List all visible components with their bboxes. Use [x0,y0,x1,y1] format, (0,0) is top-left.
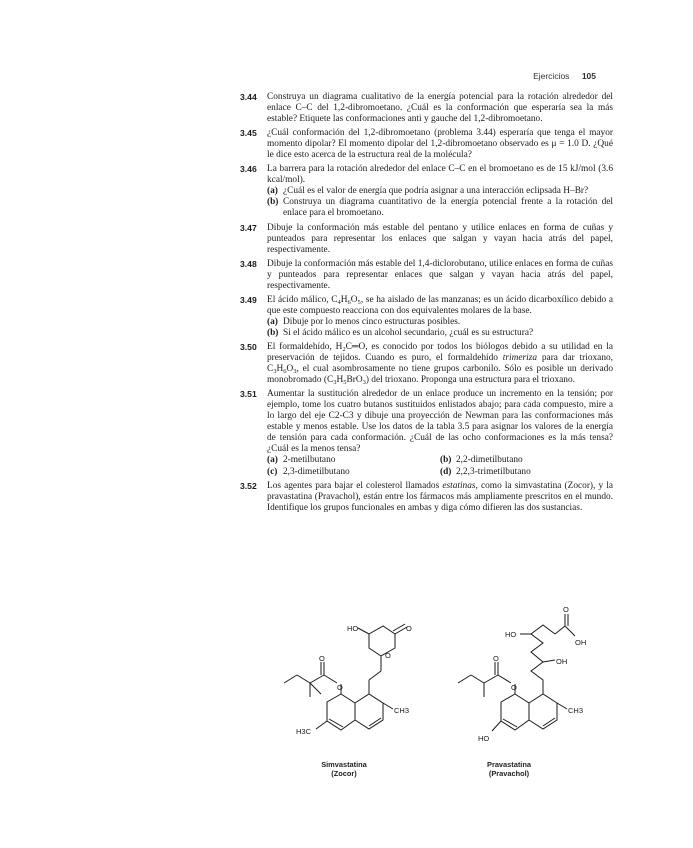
subscript: 3 [293,368,297,376]
bond-path [355,694,383,729]
subpart-text: 2-metilbutano [283,455,336,466]
formula-h: H [340,294,348,305]
bond [310,683,321,694]
bond-oh [565,626,575,636]
subpart-label: (b) [267,327,279,338]
text-part: El formaldehído, H [267,341,343,352]
atom-label: HO [478,734,490,743]
subpart-a [267,186,613,197]
bond-ester [324,675,337,683]
text-part: H [276,364,284,375]
subpart-text: 2,2-dimetilbutano [456,455,523,466]
subpart-text: Dibuje por lo menos cinco estructuras posibles. [283,316,461,327]
subscript: 3 [273,368,277,376]
subpart-b [440,455,613,466]
text-part: BrO [346,375,363,386]
bond [458,675,471,683]
bond [471,675,484,683]
problem-number: 3.44 [240,92,257,102]
problem-number: 3.50 [240,341,257,352]
bond-chain [369,671,381,680]
atom-label: HO [347,624,359,633]
problem-list [240,92,613,517]
problem-text: Construya un diagrama cualitativo de la energía potencial para la rotación alrededor del enlace C–C del 1,2-dibromoetano. ¿Cuál es la conformación que esperaría sea la más estable? Etiquete las conformaciones anti y gauche del 1,2-dibromoetano. [267,92,613,125]
problem-text: ¿Cuál conformación del 1,2-dibromoetano (problema 3.44) esperaría que tenga el mayor momento dipolar? El momento dipolar del 1,2-dibromoetano observado es μ = 1.0 D. ¿Qué le dice esto acerca de la estructura real de la molécula? [267,128,613,161]
italic-term: estatinas [442,480,476,491]
atom-label: O [563,605,569,614]
text-part: para dar trioxano, C [267,353,613,375]
simvastatin-structure [284,624,410,730]
pravastatin-structure [458,614,575,731]
problem-number: 3.47 [240,222,257,233]
atom-label: CH3 [394,706,410,715]
atom-label: OH [575,638,587,647]
atom-label: O [406,624,412,633]
problem-3-48 [240,259,613,292]
text-part: ) del trioxano. Proponga una estructura para el trioxano. [365,375,575,386]
subscript: 3 [333,379,337,387]
problem-3-50 [240,342,613,386]
section-title: Ejercicios [533,71,570,81]
bond-ester [498,675,511,683]
double-bond [329,719,343,727]
text-part: , como la simvastatina (Zocor), y la pravastatina (Pravachol), están entre los fármacos más ampliamente prescritos en el mundo. Identifique los grupos funcionales en ambas y diga cómo difieren las dos sustancias. [267,480,613,513]
problem-3-45 [240,128,613,161]
subpart-d [440,467,613,478]
atom-label: O [385,651,391,660]
subpart-c [267,467,440,478]
problem-text-start: El ácido málico, C [267,294,338,305]
caption-simvastatin [313,760,375,778]
problem-3-51 [240,389,613,477]
problem-text-end: , se ha aislado de las manzanas; es un ácido dicarboxílico debido a que este compuesto reacciona con dos equivalentes molares de la base. [267,294,613,316]
bond [484,675,498,683]
subscript: 5 [357,298,361,306]
atom-label: H3C [296,727,312,736]
subpart-text: Si el ácido málico es un alcohol secundario, ¿cuál es su estructura? [283,327,534,338]
problem-3-52 [240,481,613,514]
problem-3-47 [240,223,613,256]
subscript: 6 [283,368,287,376]
problem-3-46 [240,164,613,219]
subpart-label: (b) [440,455,452,466]
bond-ch3 [557,703,567,709]
subscript: 6 [347,298,351,306]
problem-number: 3.49 [240,294,257,305]
problem-3-49 [240,295,613,339]
compound-name: Simvastatina [321,760,367,769]
bond [555,626,565,634]
problem-3-44 [240,92,613,125]
problem-text: Aumentar la sustitución alrededor de un enlace produce un incremento en la tensión; por ejemplo, tome los cuatro butanos sustituidos enlistados abajo; para cada compuesto, mire a lo largo del eje C2-C3 y dibuje una proyección de Newman para las conformaciones más estable y menos estable. Use los datos de la tabla 3.5 para asignar los valores de la energía de tensión para cada conformación. ¿Cuál de las ocho conformaciones es la más tensa? ¿Cuál es la menos tensa? [267,389,613,455]
text-part: , el cual asombrosamente no tiene grupos carbonilo. Sólo es posible un derivado monobromado (C [267,364,613,386]
bond-oh [543,660,555,662]
bond-methyl [316,721,327,729]
subscript: 2 [342,345,346,353]
compound-name: Pravastatina [487,760,531,769]
problem-text: La barrera para la rotación alrededor del enlace C–C en el bromoetano es de 15 kJ/mol (3.6 kcal/mol). [267,164,613,186]
subpart-text: 2,3-dimetilbutano [283,466,350,477]
caption-pravastatin [478,760,540,778]
bond-path [529,694,557,729]
side-chain [531,625,555,694]
subscript: 5 [343,379,347,387]
atom-label: O [319,654,325,663]
subscript: 3 [362,379,366,387]
formula-o: O [350,294,358,305]
atom-label: OH [556,657,568,666]
subpart-text: 2,2,3-trimetilbutano [456,466,531,477]
brand-name: (Pravachol) [488,769,530,778]
subpart-b [267,197,613,219]
problem-number: 3.45 [240,128,257,139]
subparts-row-1 [267,455,613,466]
subpart-label: (d) [440,466,452,477]
problem-number: 3.46 [240,164,257,175]
subscript: 4 [337,298,341,306]
subpart-a [267,317,613,328]
page-number: 105 [581,71,596,81]
atom-label: O [493,654,499,663]
problem-text: Dibuje la conformación más estable del 1,4-diclorobutano, utilice enlaces en forma de cuñas y punteados para representar enlaces que salgan y vayan hacia atrás del papel, respectivamente. [267,258,613,291]
subpart-b [267,328,613,339]
bond-path [501,694,529,730]
double-bond [503,719,517,727]
bond-oh [492,721,501,731]
running-head [533,71,596,81]
atom-label: O [511,683,517,692]
bond-ch3 [383,703,393,709]
text-part: C═O, es conocido por todos los biólogos debido a su utilidad en la preservación de tejidos. Cuando es puro, el formaldehído [267,341,613,364]
problem-number: 3.52 [240,480,257,491]
subpart-text: ¿Cuál es el valor de energía que podría asignar a una interacción eclipsada H–Br? [283,186,589,197]
atom-label: HO [505,630,517,639]
bond [297,675,310,683]
bond-oh [358,628,369,634]
subpart-label: (a) [267,455,278,466]
subpart-label: (b) [267,197,279,208]
subpart-a [267,455,440,466]
bond-path [327,694,355,730]
bond [310,675,324,683]
lactone-carbonyl [393,624,405,631]
subpart-text: Construya un diagrama cuantitativo de la energía potencial frente a la rotación del enlace para el bromoetano. [283,197,613,219]
subpart-label: (a) [267,316,278,327]
text-part: Los agentes para bajar el colesterol llamados [267,480,443,491]
subpart-label: (c) [267,466,278,477]
atom-label: CH3 [568,706,584,715]
bond [284,675,297,683]
problem-number: 3.48 [240,258,257,269]
italic-term: trimeriza [502,353,538,364]
text-part: O [286,364,294,375]
brand-name: (Zocor) [331,769,357,778]
lactone-ring [369,626,395,671]
subparts-row-2 [267,467,613,478]
problem-number: 3.51 [240,389,257,400]
statin-structures-figure [0,600,693,800]
subpart-label: (a) [267,186,278,197]
atom-label: O [337,683,343,692]
problem-text: Dibuje la conformación más estable del pentano y utilice enlaces en forma de cuñas y punteados para representar los enlaces que salgan y vayan hacia atrás del papel, respectivamente. [267,222,613,255]
text-part: H [336,375,344,386]
